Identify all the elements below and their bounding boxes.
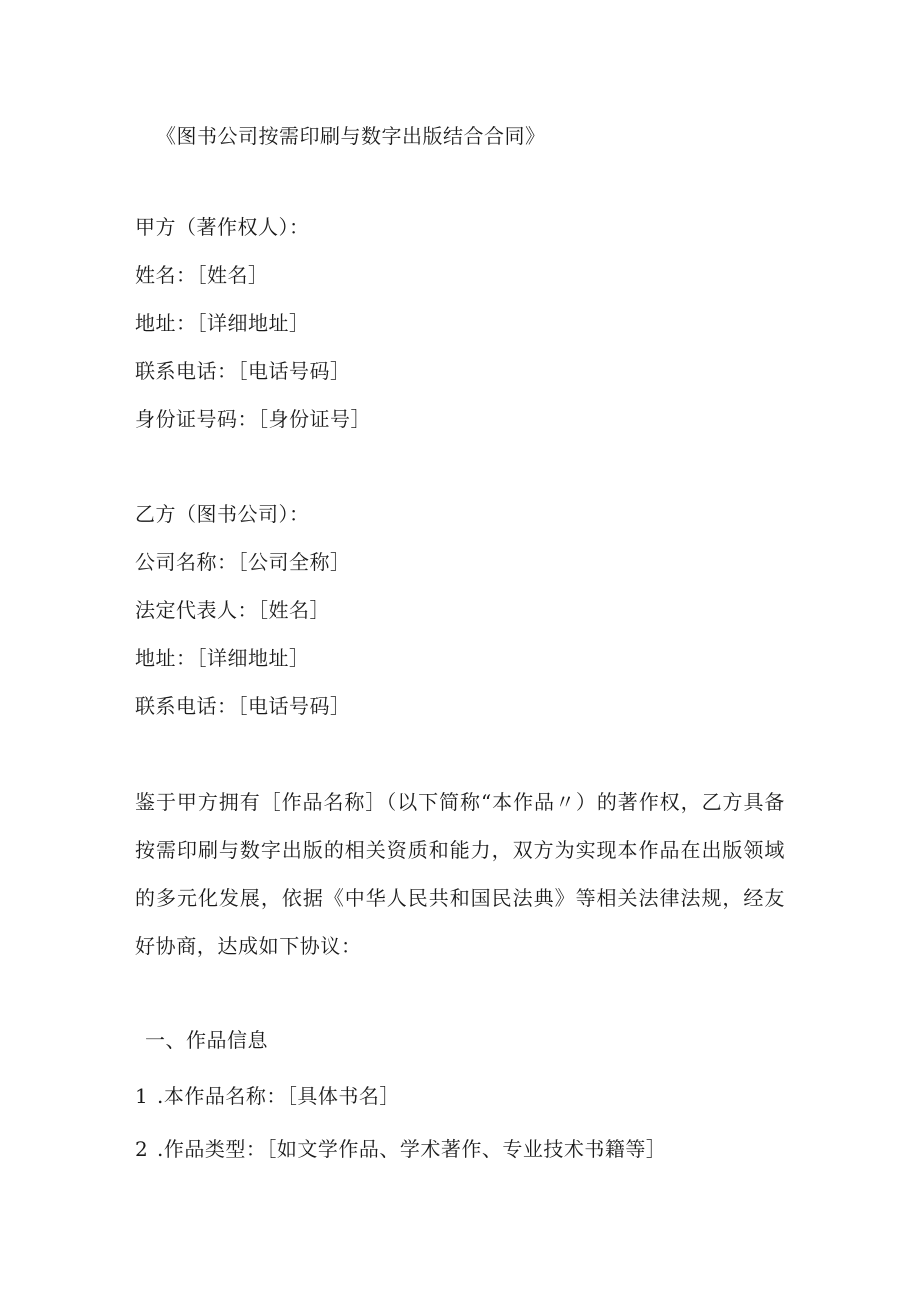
- party-a-id: 身份证号码：［身份证号］: [135, 407, 371, 431]
- section-1-item: [135, 1082, 400, 1110]
- party-b-phone: 联系电话：［电话号码］: [135, 694, 351, 718]
- party-a-name: 姓名：［姓名］: [135, 263, 269, 287]
- party-b-address: 地址：［详细地址］: [135, 646, 310, 670]
- party-a-address: 地址：［详细地址］: [135, 311, 310, 335]
- item-number: 2: [135, 1137, 149, 1161]
- party-a-heading: 甲方（著作权人）：: [135, 215, 310, 239]
- preamble-paragraph: 鉴于甲方拥有［作品名称］（以下简称“本作品〃）的著作权，乙方具备按需印刷与数字出版的相关资质和能力，双方为实现本作品在出版领域的多元化发展，依据《中华人民共和国民法典》等相关法律法规，经友好协商，达成如下协议：: [135, 790, 785, 958]
- item-number: 1: [135, 1084, 149, 1108]
- party-a-phone: 联系电话：［电话号码］: [135, 359, 351, 383]
- item-text: .本作品名称：［具体书名］: [157, 1084, 400, 1108]
- section-1-heading: 一、作品信息: [145, 1028, 268, 1052]
- section-1-item: [135, 1135, 666, 1163]
- party-b-rep: 法定代表人：［姓名］: [135, 598, 330, 622]
- item-text: .作品类型：［如文学作品、学术著作、专业技术书籍等］: [157, 1137, 667, 1161]
- party-b-heading: 乙方（图书公司）：: [135, 502, 310, 526]
- document-title: 《图书公司按需印刷与数字出版结合合同》: [156, 124, 546, 148]
- party-b-company: 公司名称：［公司全称］: [135, 550, 351, 574]
